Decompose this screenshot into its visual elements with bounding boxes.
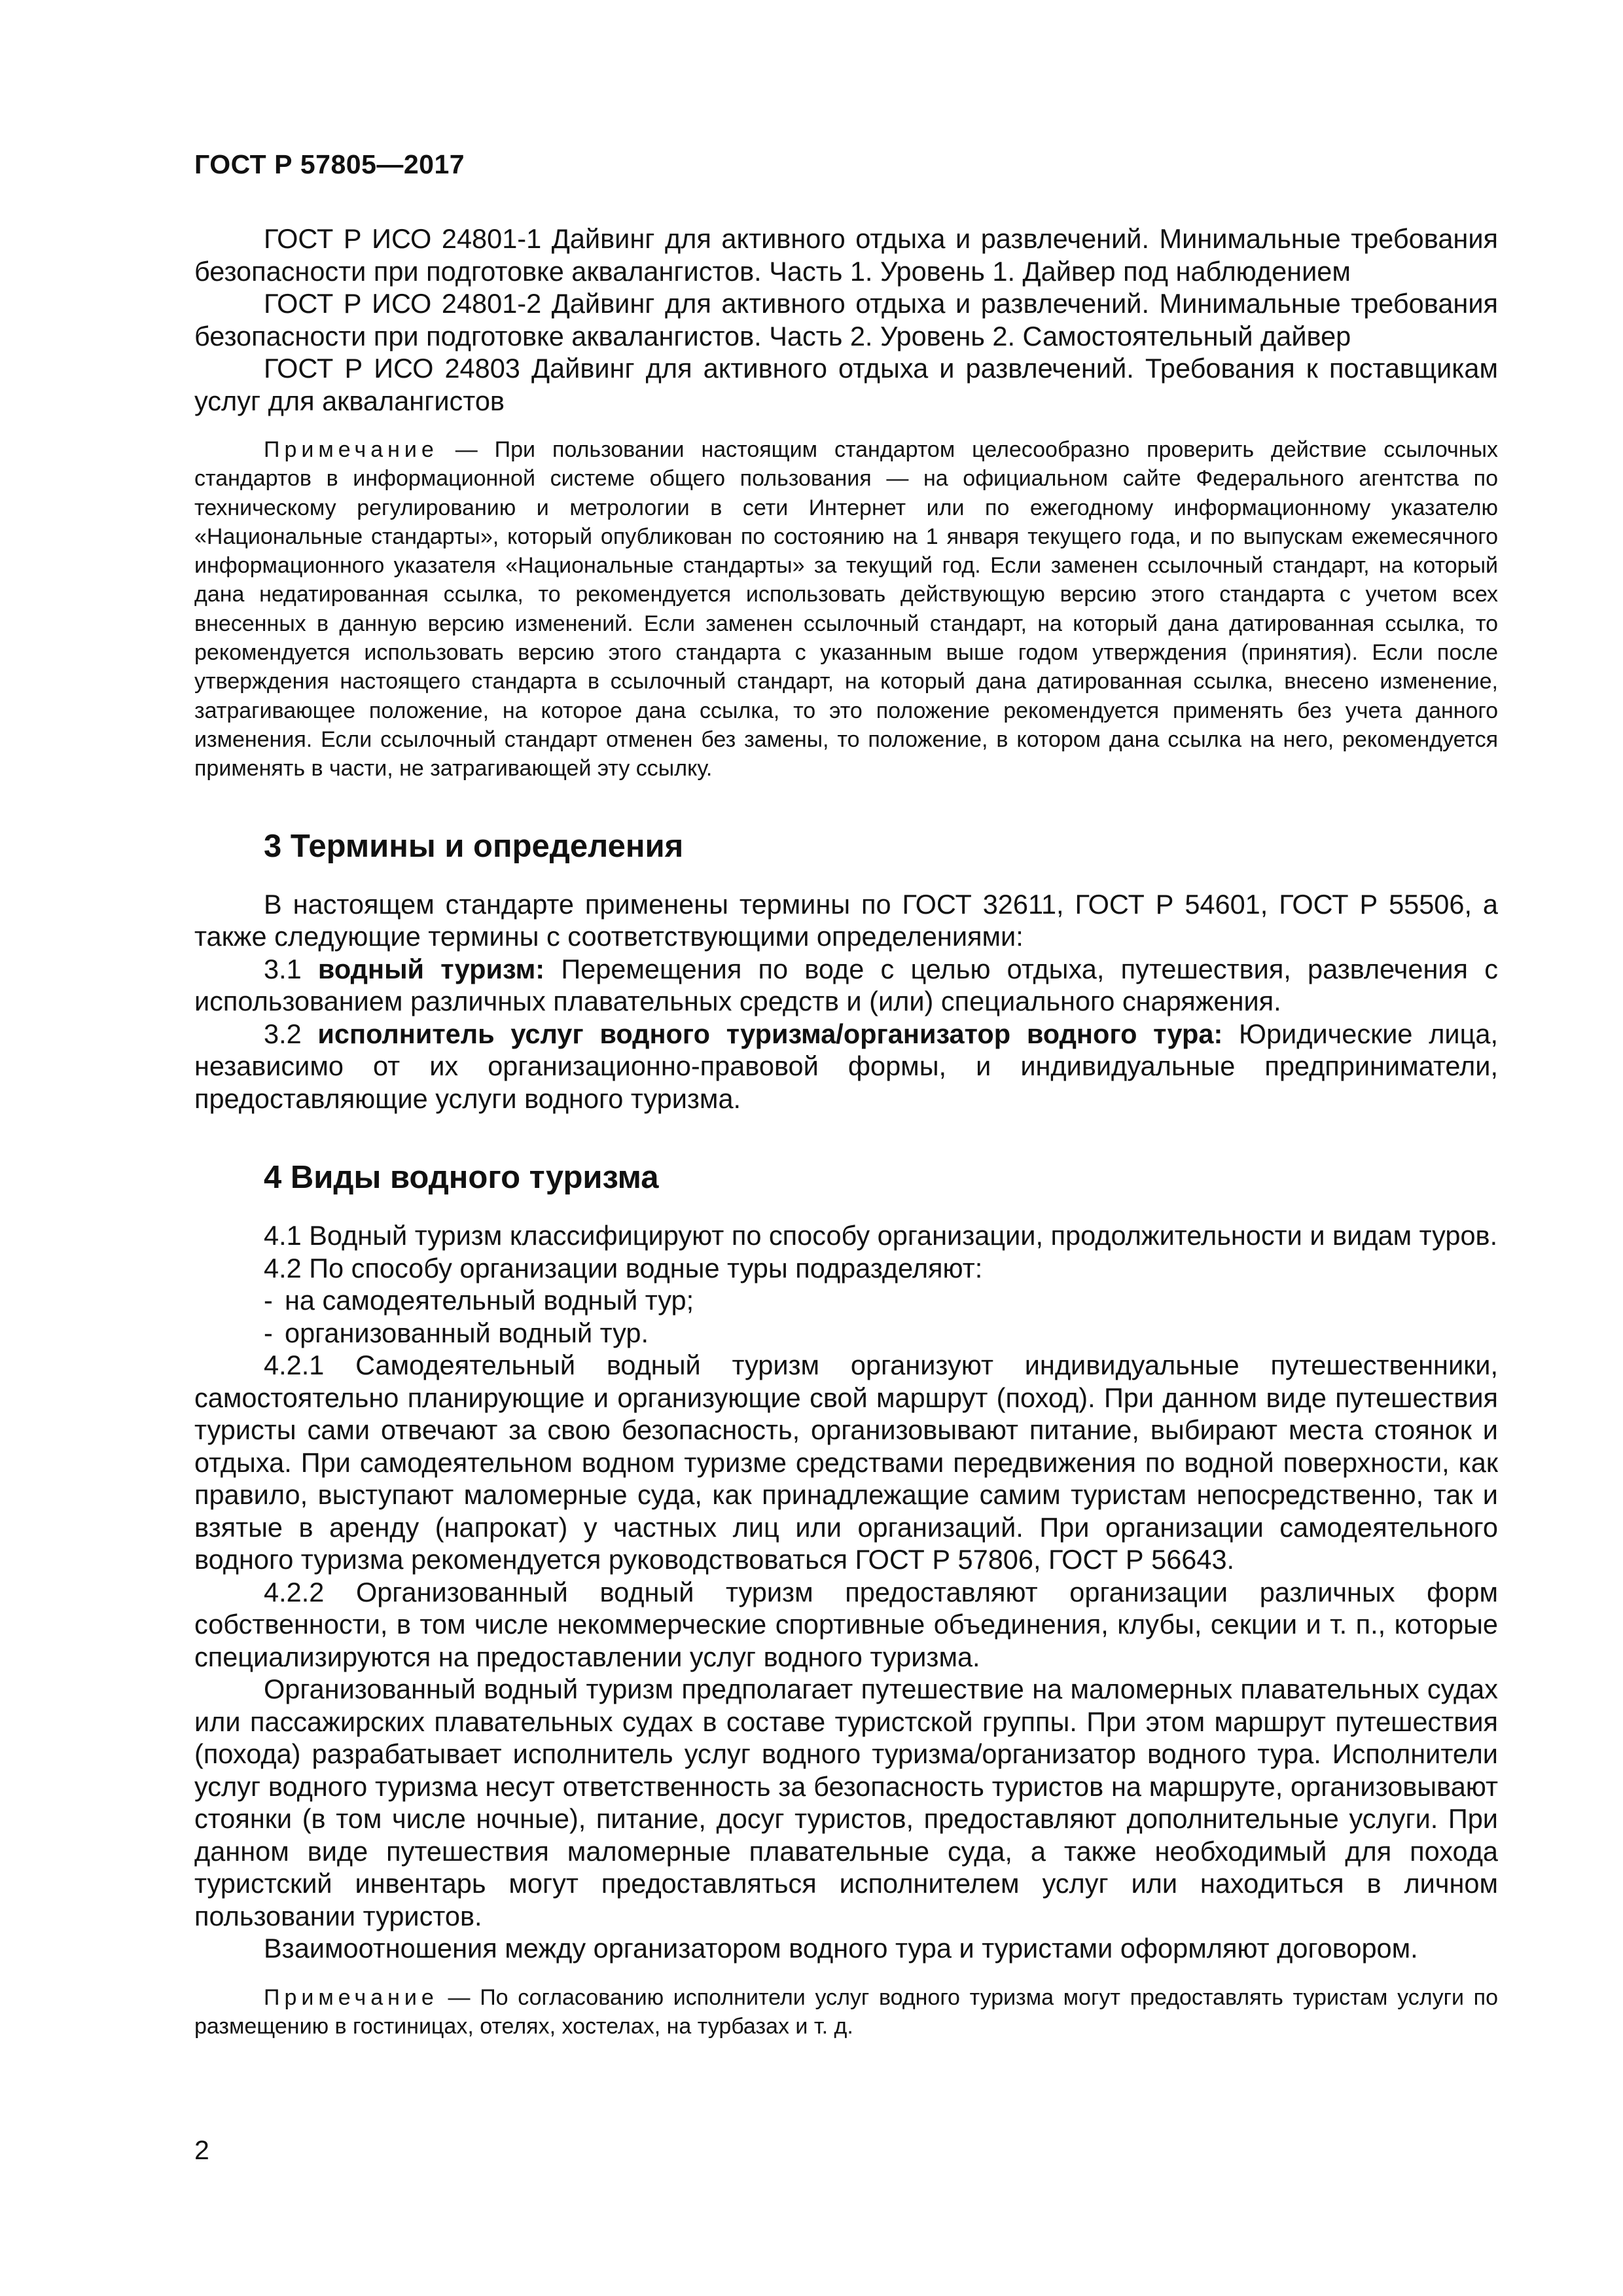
note-text: — При пользовании настоящим стандартом целесообразно проверить действие ссылочных стандартов в информационной системе общего пользования — на официальном сайте Федерального агентства по техническому регулированию и метрологии в сети Интернет или по ежегодному информационному указателю «Национальные стандарты», который опубликован по состоянию на 1 января текущего года, и по выпускам ежемесячного информационного указателя «Национальные стандарты» за текущий год. Если заменен ссылочный стандарт, на который дана недатированная ссылка, то рекомендуется использовать действующую версию этого стандарта с учетом всех внесенных в данную версию изменений. Если заменен ссылочный стандарт, на который дана датированная ссылка, то рекомендуется использовать версию этого стандарта с указанным выше годом утверждения (принятия). Если после утверждения настоящего стандарта в ссылочный стандарт, на который дана датированная ссылка, внесено изменение, затрагивающее положение, на которое дана ссылка, то это положение рекомендуется применять без учета данного изменения. Если ссылочный стандарт отменен без замены, то положение, в котором дана ссылка на него, рекомендуется применять в части, не затрагивающей эту ссылку. [194, 437, 1498, 781]
reference-item: ГОСТ Р ИСО 24801-2 Дайвинг для активного отдыха и развлечений. Минимальные требования безопасности при подготовке аквалангистов. Часть 2. Уровень 2. Самостоятельный дайвер [194, 288, 1498, 351]
page-content [194, 223, 1498, 2041]
list-item-text: организованный водный тур. [285, 1317, 649, 1348]
paragraph: Организованный водный туризм предполагает путешествие на маломерных плавательных судах или пассажирских плавательных судах в составе туристской группы. При этом маршрут путешествия (похода) разрабатывает исполнитель услуг водного туризма/организатор водного тура. Исполнители услуг водного туризма несут ответственность за безопасность туристов на маршруте, организовывают стоянки (в том числе ночные), питание, досуг туристов, предоставляют дополнительные услуги. При данном виде путешествия маломерные плавательные суда, а также необходимый для похода туристский инвентарь могут предоставляться исполнителем услуг или находиться в личном пользовании туристов. [194, 1674, 1498, 1931]
term-definition [194, 1018, 1498, 1115]
term-number: 3.2 [264, 1018, 318, 1049]
list-dash: - [264, 1317, 273, 1348]
page-number: 2 [194, 2135, 209, 2165]
paragraph: 4.2.2 Организованный водный туризм предоставляют организации различных форм собственности, в том числе некоммерческие спортивные объединения, клубы, секции и т. п., которые специализируются на предоставлении услуг водного туризма. [194, 1576, 1498, 1672]
term-definition [194, 953, 1498, 1018]
list-dash: - [264, 1285, 273, 1316]
note-label: Примечание [264, 1984, 438, 2010]
term-name: водный туризм: [317, 953, 545, 984]
document-code-header: ГОСТ Р 57805—2017 [194, 149, 465, 179]
list-item [194, 1284, 1498, 1317]
paragraph: 4.1 Водный туризм классифицируют по способу организации, продолжительности и видам туров. [264, 1220, 1498, 1251]
list-item-text: на самодеятельный водный тур; [285, 1285, 694, 1316]
term-number: 3.1 [264, 953, 318, 984]
paragraph: Взаимоотношения между организатором водного тура и туристами оформляют договором. [264, 1933, 1418, 1964]
term-text: Перемещения по воде с целью отдыха, путешествия, развлечения с использованием различных плавательных средств и (или) специального снаряжения. [194, 953, 1498, 1017]
term-name: исполнитель услуг водного туризма/организатор водного тура: [317, 1018, 1223, 1049]
note-paragraph [194, 1983, 1498, 2041]
reference-item: ГОСТ Р ИСО 24801-1 Дайвинг для активного отдыха и развлечений. Минимальные требования безопасности при подготовке аквалангистов. Часть 1. Уровень 1. Дайвер под наблюдением [194, 223, 1498, 287]
list-item [194, 1317, 1498, 1350]
section-heading: 3 Термины и определения [264, 828, 684, 864]
note-text: — По согласованию исполнители услуг водного туризма могут предоставлять туристам услуги по размещению в гостиницах, отелях, хостелах, на турбазах и т. д. [194, 1984, 1498, 2039]
note-paragraph [194, 435, 1498, 783]
term-text: Юридические лица, независимо от их организационно-правовой формы, и индивидуальные предприниматели, предоставляющие услуги водного туризма. [194, 1018, 1498, 1114]
paragraph: 4.2 По способу организации водные туры подразделяют: [264, 1252, 983, 1283]
reference-item: ГОСТ Р ИСО 24803 Дайвинг для активного отдыха и развлечений. Требования к поставщикам услуг для аквалангистов [194, 353, 1498, 416]
section-heading: 4 Виды водного туризма [264, 1160, 659, 1196]
note-label: Примечание [264, 437, 438, 462]
section-intro: В настоящем стандарте применены термины по ГОСТ 32611, ГОСТ Р 54601, ГОСТ Р 55506, а также следующие термины с соответствующими определениями: [194, 888, 1498, 952]
paragraph: 4.2.1 Самодеятельный водный туризм организуют индивидуальные путешественники, самостоятельно планирующие и организующие свой маршрут (поход). При данном виде путешествия туристы сами отвечают за свою безопасность, организовывают питание, выбирают места стоянок и отдыха. При самодеятельном водном туризме средствами передвижения по водной поверхности, как правило, выступают маломерные суда, как принадлежащие самим туристам непосредственно, так и взятые в аренду (напрокат) у частных лиц или организаций. При организации самодеятельного водного туризма рекомендуется руководствоваться ГОСТ Р 57806, ГОСТ Р 56643. [194, 1350, 1498, 1575]
